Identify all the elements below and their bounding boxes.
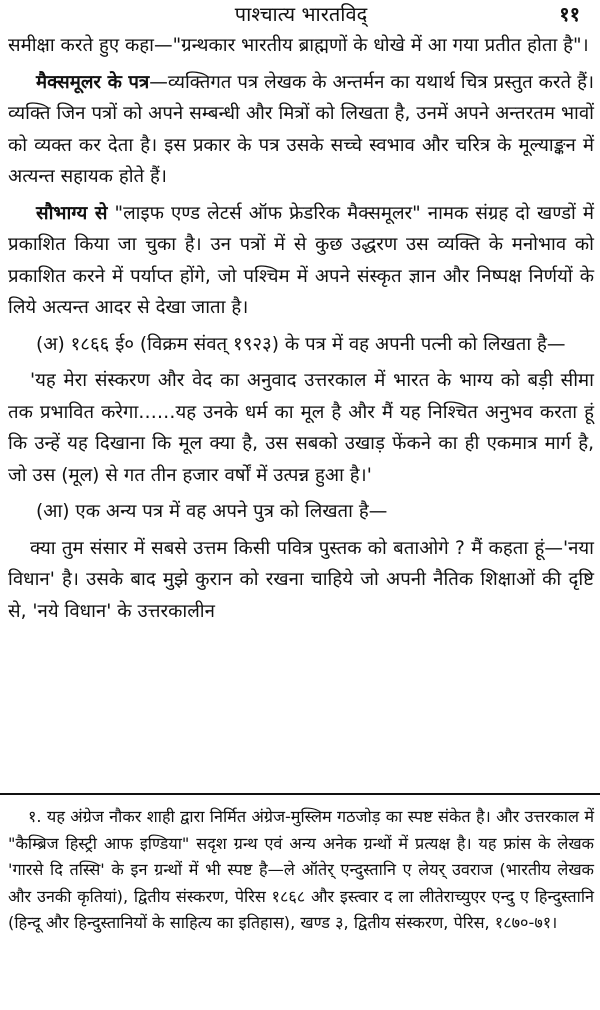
paragraph-lead: मैक्समूलर के पत्र xyxy=(36,71,150,93)
paragraph: समीक्षा करते हुए कहा—"ग्रन्थकार भारतीय ब्राह्मणों के धोखे में आ गया प्रतीत होता है"। xyxy=(8,35,589,56)
page-header xyxy=(8,0,594,30)
paragraph: सौभाग्य से "लाइफ एण्ड लेटर्स ऑफ फ्रेडरिक मैक्समूलर" नामक संग्रह दो खण्डों में प्रकाशित किया जा चुका है। उन पत्रों में से कुछ उद्धरण उस व्यक्ति के मनोभाव को प्रकाशित करने में पर्याप्त होंगे, जो पश्चिम में अपने संस्कृत ज्ञान और निष्पक्ष निर्णयों के लिये अत्यन्त आदर से देखा जाता है। xyxy=(8,202,595,318)
quoted-paragraph: क्या तुम संसार में सबसे उत्तम किसी पवित्र पुस्तक को बताओगे ? मैं कहता हूं—'नया विधान' है। उसके बाद मुझे कुरान को रखना चाहिये जो अपनी नैतिक शिक्षाओं की दृष्टि से, 'नये विधान' के उत्तरकालीन xyxy=(8,537,594,622)
footnote xyxy=(8,804,594,937)
running-title: पाश्चात्य भारतविद् xyxy=(234,2,368,26)
paragraph: मैक्समूलर के पत्र—व्यक्तिगत पत्र लेखक के अन्तर्मन का यथार्थ चित्र प्रस्तुत करते हैं। व्यक्ति जिन पत्रों को अपने सम्बन्धी और मित्रों को लिखता है, उनमें अपने अन्तरतम भावों को व्यक्त कर देता है। इस प्रकार के पत्र उसके सच्चे स्वभाव और चरित्र के मूल्याङ्कन में अत्यन्त सहायक होते हैं। xyxy=(8,71,595,187)
footnote-text: १. यह अंग्रेज नौकर शाही द्वारा निर्मित अंग्रेज-मुस्लिम गठजोड़ का स्पष्ट संकेत है। और उत्तरकाल में "कैम्ब्रिज हिस्ट्री आफ इण्डिया" सदृश ग्रन्थ एवं अन्य अनेक ग्रन्थों में प्रत्यक्ष है। यह फ्रांस के लेखक 'गारसे दि तस्सि' के इन ग्रन्थों में भी स्पष्ट है—ले ऑतेर् एन्दुस्तानि ए लेयर् उवराज (भारतीय लेखक और उनकी कृतियां), द्वितीय संस्करण, पेरिस १८६८ और इस्त्वार द ला लीतेराच्युएर एन्दु ए हिन्दुस्तानि (हिन्दू और हिन्दुस्तानियों के साहित्य का इतिहास), खण्ड ३, द्वितीय संस्करण, पेरिस, १८७०-७१। xyxy=(8,807,594,932)
quoted-paragraph: 'यह मेरा संस्करण और वेद का अनुवाद उत्तरकाल में भारत के भाग्य को बड़ी सीमा तक प्रभावित करेगा……यह उनके धर्म का मूल है और मैं यह निश्चित अनुभव करता हूं कि उन्हें यह दिखाना कि मूल क्या है, उस सबको उखाड़ फेंकने का ही एकमात्र मार्ग है, जो उस (मूल) से गत तीन हजार वर्षों में उत्पन्न हुआ है।' xyxy=(8,370,594,486)
paragraph: (अ) १८६६ ई० (विक्रम संवत् १९२३) के पत्र में वह अपनी पत्नी को लिखता है— xyxy=(36,333,566,355)
paragraph-lead: सौभाग्य से xyxy=(36,202,108,224)
footnote-divider xyxy=(0,793,600,795)
page-number: ११ xyxy=(559,2,580,26)
paragraph: (आ) एक अन्य पत्र में वह अपने पुत्र को लिखता है— xyxy=(36,501,388,522)
body-text xyxy=(8,30,594,627)
